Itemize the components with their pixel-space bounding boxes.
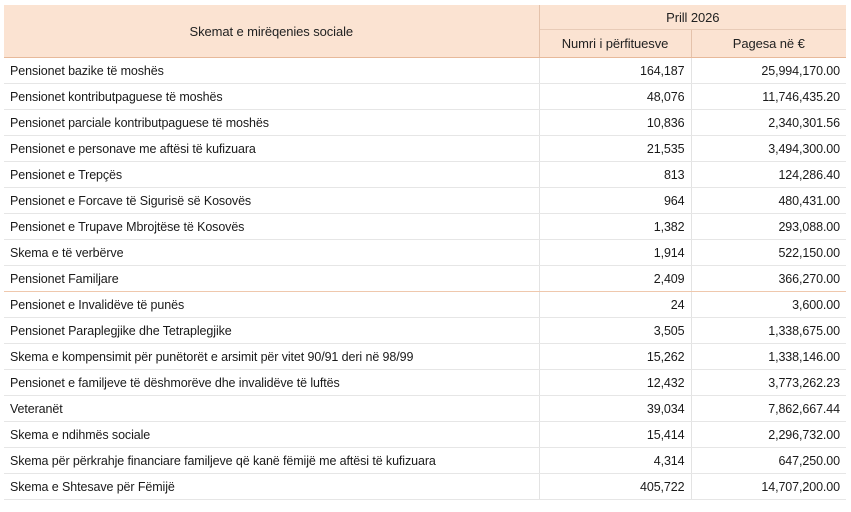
table-row: [4, 318, 846, 344]
table-row: [4, 422, 846, 448]
table-row: [4, 370, 846, 396]
payment-cell: 124,286.40: [691, 162, 846, 188]
payment-cell: 3,494,300.00: [691, 136, 846, 162]
table-row: [4, 344, 846, 370]
beneficiaries-cell: 964: [539, 188, 691, 214]
payment-cell: 3,773,262.23: [691, 370, 846, 396]
payment-cell: 14,707,200.00: [691, 474, 846, 500]
table-row: [4, 396, 846, 422]
beneficiaries-cell: 1,382: [539, 214, 691, 240]
beneficiaries-cell: 2,409: [539, 266, 691, 292]
beneficiaries-cell: 164,187: [539, 58, 691, 84]
beneficiaries-cell: 24: [539, 292, 691, 318]
scheme-name-cell: Skema e Shtesave për Fëmijë: [4, 474, 539, 500]
payment-cell: 7,862,667.44: [691, 396, 846, 422]
payment-cell: 1,338,675.00: [691, 318, 846, 344]
payment-cell: 480,431.00: [691, 188, 846, 214]
scheme-name-cell: Pensionet e personave me aftësi të kufizuara: [4, 136, 539, 162]
payment-cell: 1,338,146.00: [691, 344, 846, 370]
table-row: [4, 214, 846, 240]
scheme-name-cell: Pensionet e familjeve të dëshmorëve dhe invalidëve të luftës: [4, 370, 539, 396]
table-row: [4, 240, 846, 266]
payment-cell: 366,270.00: [691, 266, 846, 292]
social-welfare-table: [4, 5, 846, 500]
scheme-name-cell: Veteranët: [4, 396, 539, 422]
payment-cell: 2,340,301.56: [691, 110, 846, 136]
scheme-name-cell: Pensionet bazike të moshës: [4, 58, 539, 84]
payment-column-header: Pagesa në €: [691, 30, 846, 58]
scheme-name-cell: Skema e kompensimit për punëtorët e arsimit për vitet 90/91 deri në 98/99: [4, 344, 539, 370]
scheme-name-cell: Pensionet parciale kontributpaguese të moshës: [4, 110, 539, 136]
table-row: [4, 188, 846, 214]
table-row: [4, 292, 846, 318]
table-row: [4, 136, 846, 162]
beneficiaries-cell: 15,262: [539, 344, 691, 370]
payment-cell: 3,600.00: [691, 292, 846, 318]
beneficiaries-cell: 813: [539, 162, 691, 188]
scheme-name-cell: Pensionet e Forcave të Sigurisë së Kosovës: [4, 188, 539, 214]
beneficiaries-cell: 15,414: [539, 422, 691, 448]
scheme-name-cell: Pensionet e Trepçës: [4, 162, 539, 188]
scheme-name-cell: Pensionet e Trupave Mbrojtëse të Kosovës: [4, 214, 539, 240]
table-row: [4, 448, 846, 474]
scheme-name-cell: Skema për përkrahje financiare familjeve që kanë fëmijë me aftësi të kufizuara: [4, 448, 539, 474]
payment-cell: 25,994,170.00: [691, 58, 846, 84]
beneficiaries-cell: 1,914: [539, 240, 691, 266]
payment-cell: 647,250.00: [691, 448, 846, 474]
payment-cell: 2,296,732.00: [691, 422, 846, 448]
beneficiaries-cell: 12,432: [539, 370, 691, 396]
period-header: Prill 2026: [539, 5, 846, 30]
table-row: [4, 474, 846, 500]
payment-cell: 11,746,435.20: [691, 84, 846, 110]
beneficiaries-cell: 39,034: [539, 396, 691, 422]
table-title: Skemat e mirëqenies sociale: [4, 5, 539, 58]
scheme-name-cell: Pensionet kontributpaguese të moshës: [4, 84, 539, 110]
table-body: [4, 58, 846, 500]
scheme-name-cell: Pensionet e Invalidëve të punës: [4, 292, 539, 318]
beneficiaries-cell: 21,535: [539, 136, 691, 162]
beneficiaries-cell: 10,836: [539, 110, 691, 136]
table-row: [4, 84, 846, 110]
table-row: [4, 58, 846, 84]
table-row: [4, 110, 846, 136]
scheme-name-cell: Pensionet Paraplegjike dhe Tetraplegjike: [4, 318, 539, 344]
beneficiaries-column-header: Numri i përfituesve: [539, 30, 691, 58]
scheme-name-cell: Skema e ndihmës sociale: [4, 422, 539, 448]
beneficiaries-cell: 3,505: [539, 318, 691, 344]
scheme-name-cell: Skema e të verbërve: [4, 240, 539, 266]
header-row-top: [4, 5, 846, 30]
scheme-name-cell: Pensionet Familjare: [4, 266, 539, 292]
beneficiaries-cell: 48,076: [539, 84, 691, 110]
table-row: [4, 162, 846, 188]
table-row: [4, 266, 846, 292]
beneficiaries-cell: 405,722: [539, 474, 691, 500]
payment-cell: 522,150.00: [691, 240, 846, 266]
table-header: [4, 5, 846, 58]
payment-cell: 293,088.00: [691, 214, 846, 240]
beneficiaries-cell: 4,314: [539, 448, 691, 474]
